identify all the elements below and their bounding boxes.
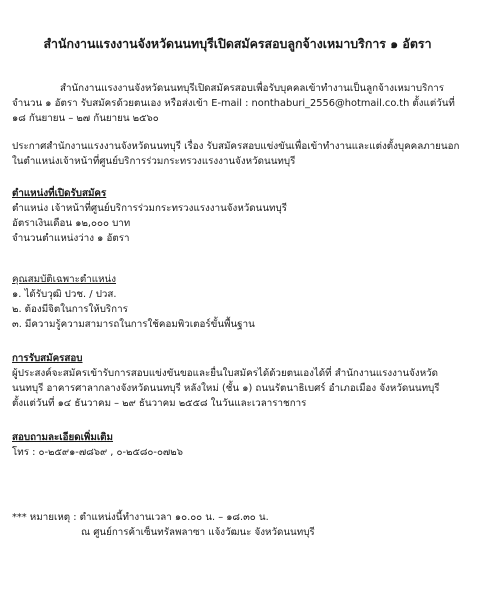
intro-paragraph bbox=[12, 81, 463, 126]
inquiry-section bbox=[12, 430, 463, 460]
qualifications-heading: คุณสมบัติเฉพาะตำแหน่ง bbox=[12, 274, 117, 285]
positions-heading: ตำแหน่งที่เปิดรับสมัคร bbox=[12, 188, 107, 199]
qualification-item: ๑. ได้รับวุฒิ ปวช. / ปวส. bbox=[12, 289, 117, 300]
intro-line-3: ๑๘ กันยายน – ๒๗ กันยายน ๒๕๖๐ bbox=[12, 113, 159, 124]
footnote-line-2: ณ ศูนย์การค้าเซ็นทรัลพลาซา แจ้งวัฒนะ จังหวัดนนทบุรี bbox=[81, 527, 315, 538]
positions-section bbox=[12, 186, 463, 246]
notice-line-1: ประกาศสำนักงานแรงงานจังหวัดนนทบุรี เรื่อง รับสมัครสอบแข่งขันเพื่อเข้าทำงานและแต่งตั้งบุคคลภายนอก bbox=[12, 141, 460, 152]
inquiry-heading: สอบถามละเอียดเพิ่มเติม bbox=[12, 432, 114, 443]
notice-line-2: ในตำแหน่งเจ้าหน้าที่ศูนย์บริการร่วมกระทรวงแรงงานจังหวัดนนทบุรี bbox=[12, 156, 296, 167]
position-title: ตำแหน่ง เจ้าหน้าที่ศูนย์บริการร่วมกระทรวงแรงงานจังหวัดนนทบุรี bbox=[12, 203, 287, 214]
application-line-1: ผู้ประสงค์จะสมัครเข้ารับการสอบแข่งขันขอและยื่นใบสมัครได้ด้วยตนเองได้ที่ สำนักงานแรงงานจังหวัด bbox=[12, 368, 439, 379]
footnote-line-1: *** หมายเหตุ : ตำแหน่งนี้ทำงานเวลา ๑๐.๐๐ น. – ๑๘.๓๐ น. bbox=[12, 512, 269, 523]
qualification-item: ๒. ต้องมีจิตในการให้บริการ bbox=[12, 304, 128, 315]
notice-paragraph bbox=[12, 139, 463, 169]
qualification-item: ๓. มีความรู้ความสามารถในการใช้คอมพิวเตอร์ขั้นพื้นฐาน bbox=[12, 319, 255, 330]
application-section bbox=[12, 351, 463, 411]
footnote-section bbox=[12, 510, 463, 540]
application-heading: การรับสมัครสอบ bbox=[12, 353, 83, 364]
qualifications-section bbox=[12, 272, 463, 332]
intro-line-1: สำนักงานแรงงานจังหวัดนนทบุรีเปิดสมัครสอบเพื่อรับบุคคลเข้าทำงานเป็นลูกจ้างเหมาบริการ bbox=[60, 83, 445, 94]
application-line-2: นนทบุรี อาคารศาลากลางจังหวัดนนทบุรี หลังใหม่ (ชั้น ๑) ถนนรัตนาธิเบศร์ อำเภอเมือง จังหวัดนนทบุรี bbox=[12, 383, 440, 394]
page-title: สำนักงานแรงงานจังหวัดนนทบุรีเปิดสมัครสอบลูกจ้างเหมาบริการ ๑ อัตรา bbox=[43, 36, 432, 51]
position-vacancies: จำนวนตำแหน่งว่าง ๑ อัตรา bbox=[12, 233, 130, 244]
inquiry-phone: โทร : ๐-๒๕๙๑-๗๘๖๙ , ๐-๒๕๘๐-๐๗๒๖ bbox=[12, 447, 183, 458]
position-salary: อัตราเงินเดือน ๑๒,๐๐๐ บาท bbox=[12, 218, 131, 229]
intro-line-2: จำนวน ๑ อัตรา รับสมัครด้วยตนเอง หรือส่งเข้า E-mail : nonthaburi_2556@hotmail.co.th ตั้งแต่วันที่ bbox=[12, 98, 455, 109]
application-line-3: ตั้งแต่วันที่ ๑๔ ธันวาคม – ๒๙ ธันวาคม ๒๕๕๘ ในวันและเวลาราชการ bbox=[12, 398, 307, 409]
